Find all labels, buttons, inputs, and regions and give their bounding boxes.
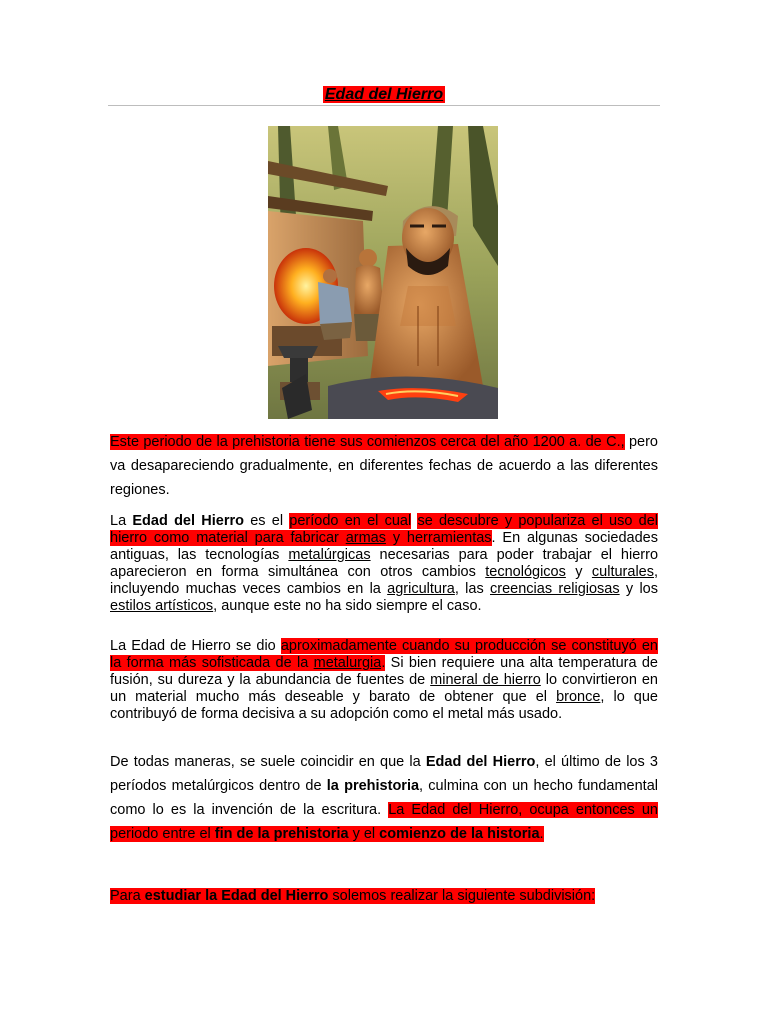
text: es el <box>243 513 290 529</box>
highlight: Para <box>110 888 145 904</box>
text: y los <box>619 581 658 597</box>
highlight: y el <box>348 826 380 842</box>
bold-text: Edad del Hierro <box>425 754 536 770</box>
bold-text: Edad del Hierro <box>132 513 244 529</box>
text: pero va desapareciendo gradualmente, en diferentes fechas de acuerdo a las diferentes regiones. <box>110 434 658 498</box>
text: y <box>565 564 592 580</box>
paragraph-3 <box>110 638 658 723</box>
highlight: y herramientas <box>385 530 492 546</box>
highlight: período en el cual <box>289 513 412 529</box>
highlight: se descubre y populariza el uso del hierro como material para fabricar <box>110 513 658 546</box>
paragraph-2 <box>110 513 658 615</box>
link-metalurgicas[interactable]: metalúrgicas <box>288 547 371 563</box>
text: , incluyendo muchas veces cambios en la <box>110 564 659 597</box>
link-armas[interactable]: armas <box>345 530 386 546</box>
highlight: . <box>539 826 544 842</box>
link-tecnologicos[interactable]: tecnológicos <box>485 564 566 580</box>
highlight: La Edad del Hierro, ocupa entonces un periodo entre el <box>110 802 658 842</box>
link-creencias-religiosas[interactable]: creencias religiosas <box>490 581 620 597</box>
title-divider <box>108 105 660 106</box>
text: La Edad de Hierro se dio <box>110 638 281 654</box>
text: lo convirtieron en un material mucho más deseable y barato de obtener que el <box>110 672 658 705</box>
link-mineral-de-hierro[interactable]: mineral de hierro <box>430 672 541 688</box>
highlight-bold: fin de la prehistoria <box>214 826 349 842</box>
paragraph-5 <box>110 884 658 908</box>
title-text: Edad del Hierro <box>324 86 444 103</box>
highlight: solemos realizar la siguiente subdivisión: <box>328 888 596 904</box>
link-estilos-artisticos[interactable]: estilos artísticos <box>110 598 214 614</box>
link-culturales[interactable]: culturales <box>591 564 654 580</box>
text: , culmina con un hecho fundamental como lo es la invención de la escritura. <box>110 778 658 818</box>
text: , lo que contribuyó de forma decisiva a su adopción como el metal más usado. <box>110 689 658 722</box>
paragraph-4 <box>110 750 658 846</box>
blacksmith-illustration <box>268 126 498 419</box>
bold-text: la prehistoria <box>326 778 420 794</box>
paragraph-1 <box>110 430 658 502</box>
text: necesarias para poder trabajar el hierro aparecieron en forma simultánea con otros cambios <box>110 547 659 580</box>
highlight-bold: comienzo de la historia <box>379 826 540 842</box>
text: De todas maneras, se suele coincidir en que la <box>110 754 426 770</box>
text: La <box>110 513 133 529</box>
text: , las <box>454 581 491 597</box>
link-agricultura[interactable]: agricultura <box>387 581 455 597</box>
highlight: Este periodo de la prehistoria tiene sus comienzos cerca del año 1200 a. de C., <box>110 434 625 450</box>
text: Si bien requiere una alta temperatura de fusión, su dureza y la abundancia de fuentes de <box>110 655 658 688</box>
text: . En algunas sociedades antiguas, las tecnologías <box>110 530 658 563</box>
link-metalurgia[interactable]: metalurgia <box>313 655 382 671</box>
link-bronce[interactable]: bronce <box>556 689 601 705</box>
highlight-bold: estudiar la Edad del Hierro <box>144 888 329 904</box>
highlight: . <box>381 655 386 671</box>
page-title <box>0 86 768 104</box>
highlight: aproximadamente cuando su producción se constituyó en la forma más sofisticada de la <box>110 638 658 671</box>
text: , el último de los 3 períodos metalúrgicos dentro de <box>110 754 658 794</box>
text: , aunque este no ha sido siempre el caso. <box>213 598 482 614</box>
